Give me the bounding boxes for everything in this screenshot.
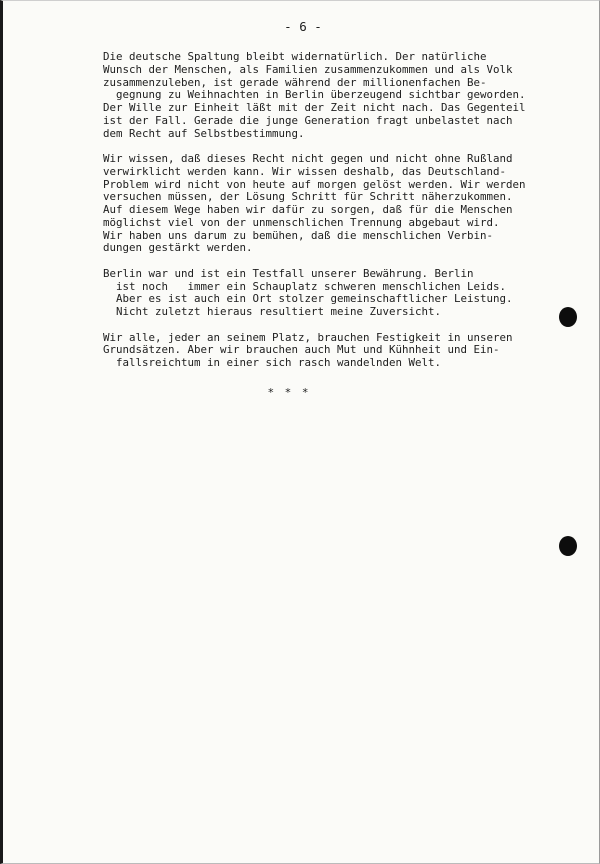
text-line: verwirklicht werden kann. Wir wissen deshalb, das Deutschland- xyxy=(103,164,507,178)
paragraph-1 xyxy=(103,51,573,140)
text-line: Nicht zuletzt hieraus resultiert meine Zuversicht. xyxy=(103,305,442,318)
paragraph-4 xyxy=(103,332,573,370)
text-line: dem Recht auf Selbstbestimmung. xyxy=(103,126,305,140)
text-line: Wir alle, jeder an seinem Platz, brauchen Festigkeit in unseren xyxy=(103,330,513,344)
text-line: Grundsätzen. Aber wir brauchen auch Mut und Kühnheit und Ein- xyxy=(103,343,500,357)
text-line: Wir haben uns darum zu bemühen, daß die menschlichen Verbin- xyxy=(103,228,494,242)
document-body xyxy=(103,51,573,383)
punch-hole xyxy=(559,536,577,556)
text-line: Auf diesem Wege haben wir dafür zu sorgen, daß für die Menschen xyxy=(103,203,513,216)
text-line: zusammenzuleben, ist gerade während der millionenfachen Be- xyxy=(103,75,487,89)
text-line: dungen gestärkt werden. xyxy=(103,241,253,255)
text-line: ist noch immer ein Schauplatz schweren menschlichen Leids. xyxy=(103,279,507,293)
text-line: Die deutsche Spaltung bleibt widernatürlich. Der natürliche xyxy=(103,50,487,63)
text-line: möglichst viel von der unmenschlichen Trennung abgebaut wird. xyxy=(103,215,500,229)
text-line: Wunsch der Menschen, als Familien zusammenzukommen und als Volk xyxy=(103,62,513,76)
text-line: fallsreichtum in einer sich rasch wandelnden Welt. xyxy=(103,356,442,369)
text-line: Berlin war und ist ein Testfall unserer Bewährung. Berlin xyxy=(103,266,474,280)
text-line: Der Wille zur Einheit läßt mit der Zeit nicht nach. Das Gegenteil xyxy=(103,101,526,114)
text-line: ist der Fall. Gerade die junge Generation fragt unbelastet nach xyxy=(103,113,513,127)
page-number: - 6 - xyxy=(284,19,322,34)
text-line: gegnung zu Weihnachten in Berlin überzeugend sichtbar geworden. xyxy=(103,88,526,102)
text-line: Aber es ist auch ein Ort stolzer gemeinschaftlicher Leistung. xyxy=(103,292,513,306)
text-line: Wir wissen, daß dieses Recht nicht gegen und nicht ohne Rußland xyxy=(103,152,513,165)
punch-hole xyxy=(559,307,577,327)
paragraph-2 xyxy=(103,153,573,255)
paragraph-3 xyxy=(103,268,573,319)
text-line: versuchen müssen, der Lösung Schritt für Schritt näherzukommen. xyxy=(103,190,513,204)
section-separator: * * * xyxy=(267,386,311,399)
text-line: Problem wird nicht von heute auf morgen gelöst werden. Wir werden xyxy=(103,177,526,191)
